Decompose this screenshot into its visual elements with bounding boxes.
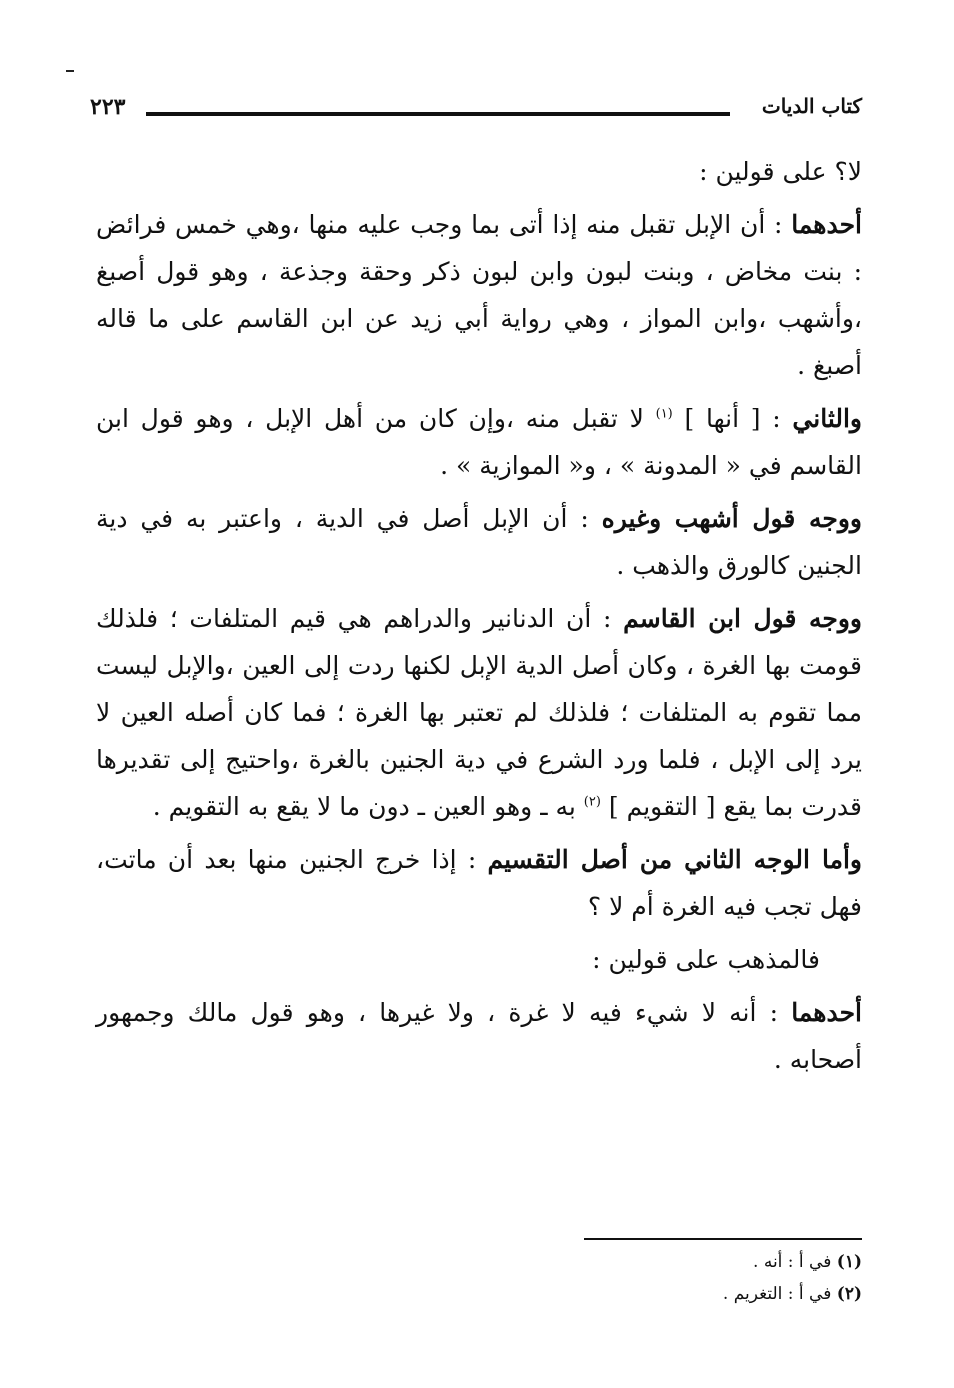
paragraph-lead: ووجه قول أشهب وغيره: [601, 504, 862, 533]
paragraph-lead: أحدهما: [791, 998, 862, 1027]
page-number: ٢٢٣: [90, 94, 126, 120]
paragraph-first-opinion: [96, 201, 862, 389]
paragraph-text: : أن الدنانير والدراهم هي قيم المتلفات ؛ فلذلك قومت بها الغرة ، وكان أصل الدية الإبل لكنها ردت إلى العين ،والإبل ليست مما تقوم به المتلفات ؛ فلذلك لم تعتبر بها الغرة ؛ فما كان أصله العين لا يرد إلى الإبل ، فلما ورد الشرع في دية الجنين بالغرة ،واحتيج إلى تقديرها قدرت بما يقع [ التقويم ]: [96, 604, 862, 821]
scan-speck: [66, 70, 74, 72]
paragraph-lead: ووجه قول ابن القاسم: [623, 604, 862, 633]
paragraph-ashhab-reasoning: [96, 495, 862, 589]
paragraph-text: : أنه لا شيء فيه لا غرة ، ولا غيرها ، وهو قول مالك وجمهور أصحابه .: [96, 998, 862, 1074]
paragraph-text: لا؟ على قولين :: [699, 157, 862, 186]
footnote-text: في أ : التغريم .: [722, 1284, 837, 1304]
page-header: [90, 94, 862, 134]
footnote-ref: (٢): [583, 794, 601, 810]
footnote-1: [500, 1246, 862, 1278]
paragraph-text: : أن الإبل تقبل منه إذا أتى بما وجب عليه منها ،وهي خمس فرائض : بنت مخاض ، وبنت لبون وابن لبون ذكر وحقة وجذعة ، وهو قول أصبغ ،وأشهب ،وابن المواز ، وهي رواية أبي زيد عن ابن القاسم على ما قاله أصبغ .: [96, 210, 862, 380]
paragraph-lead: وأما الوجه الثاني من أصل التقسيم: [487, 845, 862, 874]
footnote-number: (١): [836, 1252, 862, 1272]
paragraph-malik-opinion: [96, 989, 862, 1083]
paragraph-intro: [96, 148, 862, 195]
footnote-text: في أ : أنه .: [753, 1252, 837, 1272]
paragraph-second-aspect: [96, 836, 862, 930]
footnote-2: [500, 1278, 862, 1310]
footnote-ref: (١): [655, 406, 673, 422]
header-rule: [146, 112, 730, 116]
paragraph-ibn-qasim-reasoning: [96, 595, 862, 830]
running-title: كتاب الديات: [761, 94, 862, 118]
paragraph-text: : [ أنها ]: [672, 404, 793, 433]
paragraph-text: به ـ وهو العين ـ دون ما لا يقع به التقويم .: [152, 792, 584, 821]
paragraph-text: لا تقبل منه ،وإن كان من أهل الإبل ، وهو قول ابن القاسم في « المدونة » ، و« الموازية » .: [96, 404, 862, 480]
footnote-rule: [584, 1238, 862, 1240]
main-text: [96, 148, 862, 1089]
footnote-number: (٢): [836, 1284, 862, 1304]
paragraph-lead: أحدهما: [791, 210, 862, 239]
footnotes: [500, 1246, 862, 1310]
paragraph-second-opinion: [96, 395, 862, 489]
paragraph-text: : إذا خرج الجنين منها بعد أن ماتت، فهل تجب فيه الغرة أم لا ؟: [96, 845, 862, 921]
paragraph-text: : أن الإبل أصل في الدية ، واعتبر به في دية الجنين كالورق والذهب .: [96, 504, 862, 580]
paragraph-text: فالمذهب على قولين :: [592, 945, 820, 974]
paragraph-lead: والثاني: [792, 404, 862, 433]
paragraph-madhhab: [96, 936, 862, 983]
